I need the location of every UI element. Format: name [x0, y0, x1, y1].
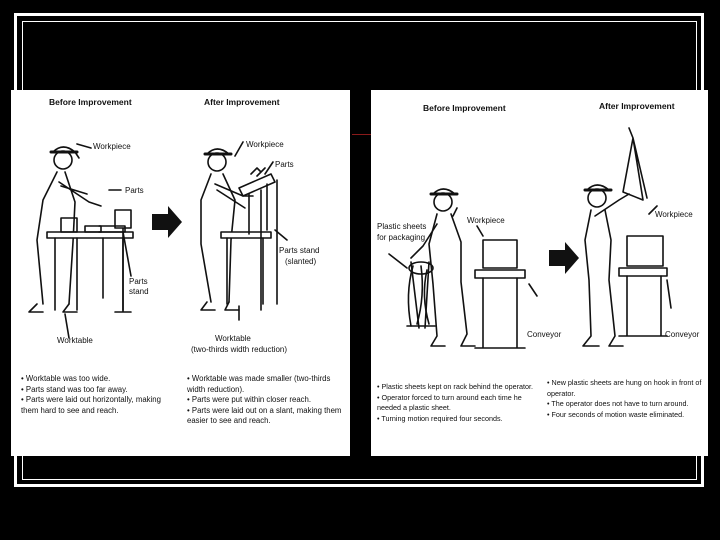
- before-heading: Before Improvement: [423, 103, 506, 113]
- label-parts-after: Parts: [275, 160, 294, 169]
- after-bullet-list: [547, 378, 701, 420]
- before-bullet-list: [377, 382, 533, 424]
- transition-arrow-icon: [549, 242, 579, 274]
- label-parts-stand-before: Parts: [129, 277, 148, 286]
- transition-arrow-icon: [152, 206, 182, 238]
- plastic-sheet-improvement-figure: [371, 90, 708, 456]
- bullet-item: • Worktable was too wide.: [21, 374, 111, 383]
- bullet-item: • Worktable was made smaller (two-thirds: [187, 374, 331, 383]
- bullet-item: needed a plastic sheet.: [377, 403, 451, 412]
- after-bullet-list: [187, 374, 341, 427]
- bullet-item: • Parts stand was too far away.: [21, 384, 128, 394]
- bullet-item: • Turning motion required four seconds.: [377, 413, 503, 423]
- bullet-item: • Operator forced to turn around each time he: [377, 392, 522, 402]
- bullet-item: • Parts were laid out horizontally, making: [21, 395, 161, 404]
- label-parts-stand-before-2: stand: [129, 287, 149, 296]
- label-worktable-after: Worktable: [215, 334, 251, 343]
- bullet-item: • Four seconds of motion waste eliminated.: [547, 409, 685, 419]
- bullet-item: • Parts were put within closer reach.: [187, 395, 312, 404]
- label-conveyor-after: Conveyor: [665, 330, 700, 339]
- before-bullet-list: [21, 374, 161, 416]
- label-workpiece-after: Workpiece: [655, 210, 693, 219]
- after-heading: After Improvement: [599, 101, 675, 111]
- label-plastic-sheets: Plastic sheets: [377, 222, 427, 231]
- label-worktable-before: Worktable: [57, 336, 93, 345]
- bullet-item: easier to see and reach.: [187, 416, 271, 425]
- label-workpiece-before: Workpiece: [467, 216, 505, 225]
- label-conveyor-before: Conveyor: [527, 330, 562, 339]
- bullet-item: • New plastic sheets are hung on hook in front of: [547, 378, 702, 387]
- label-plastic-sheets-2: for packaging: [377, 233, 426, 242]
- bullet-item: • The operator does not have to turn around.: [547, 399, 689, 408]
- label-parts-stand-after-2: (slanted): [285, 257, 317, 266]
- label-parts-stand-after: Parts stand: [279, 246, 320, 255]
- bullet-item: them hard to see and reach.: [21, 405, 119, 415]
- bullet-item: operator.: [547, 388, 576, 398]
- after-heading: After Improvement: [204, 97, 280, 107]
- bullet-item: • Plastic sheets kept on rack behind the operator.: [377, 382, 533, 391]
- bullet-item: width reduction).: [187, 384, 245, 394]
- bullet-item: • Parts were laid out on a slant, making them: [187, 405, 342, 415]
- label-worktable-after-2: (two-thirds width reduction): [191, 345, 288, 354]
- worktable-improvement-figure: [11, 90, 350, 456]
- label-workpiece-after: Workpiece: [246, 140, 284, 149]
- label-parts-before: Parts: [125, 186, 144, 195]
- before-heading: Before Improvement: [49, 97, 132, 107]
- label-workpiece-before: Workpiece: [93, 142, 131, 151]
